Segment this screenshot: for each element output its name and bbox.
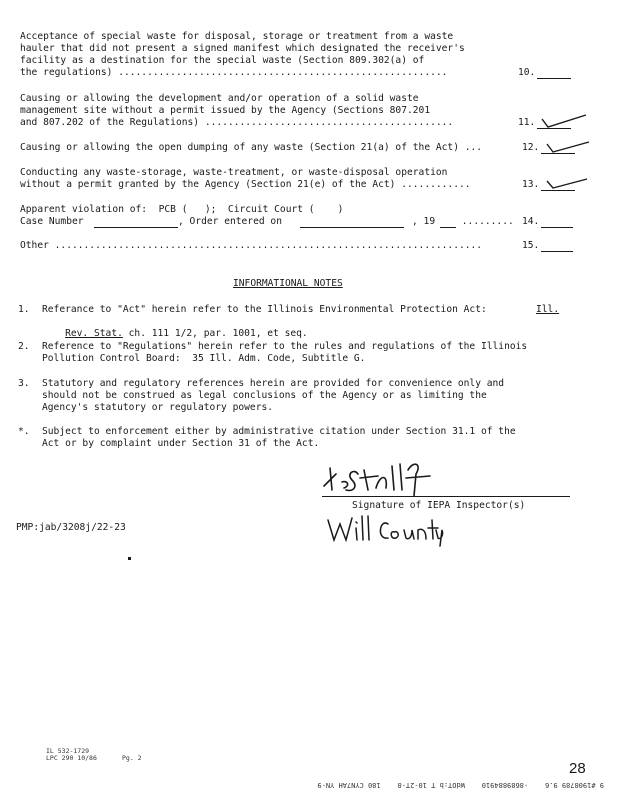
item-12-line-1: Causing or allowing the open dumping of any waste (Section 21(a) of the Act) ...: [20, 142, 483, 153]
note-3-line-3: Agency's statutory or regulatory powers.: [42, 402, 274, 413]
item-11-checkmark-icon: [540, 113, 590, 131]
page-number: 28: [569, 760, 586, 777]
note-3-line-2: should not be construed as legal conclusions of the Agency or as limiting the: [42, 390, 487, 401]
other-label: Other ..........................................................................: [20, 240, 483, 251]
note-4-line-1: Subject to enforcement either by administrative citation under Section 31.1 of the: [42, 426, 516, 437]
item-14-number: 14.: [522, 216, 540, 227]
year-prefix: , 19: [412, 216, 436, 227]
note-2-marker: 2.: [18, 341, 30, 352]
signature-label: Signature of IEPA Inspector(s): [352, 500, 526, 511]
order-date-blank[interactable]: [300, 227, 404, 228]
item-10-line-4: the regulations) .........................................................: [20, 67, 448, 78]
note-2-line-1: Reference to "Regulations" herein refer to the rules and regulations of the Illinois: [42, 341, 528, 352]
page-label: Pg. 2: [122, 754, 142, 762]
note-1-citation-rev-stat: Rev. Stat.: [65, 327, 123, 339]
item-11-line-1: Causing or allowing the development and/or operation of a solid waste: [20, 93, 419, 104]
note-2-line-2: Pollution Control Board: 35 Ill. Adm. Code, Subtitle G.: [42, 353, 366, 364]
item-13-line-2: without a permit granted by the Agency (Section 21(e) of the Act) ............: [20, 179, 471, 190]
item-11-number: 11.: [518, 117, 536, 128]
apparent-violation-line: Apparent violation of: PCB ( ); Circuit Court ( ): [20, 204, 344, 215]
item-10-number: 10.: [518, 67, 536, 78]
item-15-number: 15.: [522, 240, 540, 251]
form-code-line-1: IL 532-1729: [46, 747, 90, 755]
item-15-answer-blank[interactable]: [541, 251, 573, 252]
note-1-citation-ill: Ill.: [536, 304, 560, 315]
signature-line: [322, 496, 570, 497]
case-number-label: Case Number: [20, 216, 84, 227]
item-13-number: 13.: [522, 179, 540, 190]
stray-mark: [128, 557, 131, 560]
form-code-line-2: LPC 290 10/86: [46, 754, 97, 762]
item-10-line-1: Acceptance of special waste for disposal, storage or treatment from a waste: [20, 31, 454, 42]
item-13-checkmark-icon: [545, 174, 595, 192]
note-1-marker: 1.: [18, 304, 30, 315]
fax-header-mirrored: 9 #1908789 9.6 -8689884910 WdOT:b T 10-2T-8 180 CYN7AH YN-9: [317, 781, 604, 789]
note-3-marker: 3.: [18, 378, 30, 389]
item-10-answer-blank[interactable]: [537, 78, 571, 79]
item-14-answer-blank[interactable]: [541, 227, 573, 228]
item-10-line-3: facility as a destination for the special waste (Section 809.302(a) of: [20, 55, 425, 66]
note-1-line-1: Referance to "Act" herein refer to the Illinois Environmental Protection Act:: [42, 304, 487, 315]
year-blank[interactable]: [440, 227, 456, 228]
item-13-line-1: Conducting any waste-storage, waste-treatment, or waste-disposal operation: [20, 167, 448, 178]
note-4-marker: *.: [18, 426, 30, 437]
note-3-line-1: Statutory and regulatory references herein are provided for convenience only and: [42, 378, 505, 389]
informational-notes-heading: INFORMATIONAL NOTES: [233, 278, 343, 289]
note-4-line-2: Act or by complaint under Section 31 of the Act.: [42, 438, 320, 449]
handwritten-will-county: [326, 512, 446, 544]
item-11-line-2: management site without a permit issued by the Agency (Sections 807.201: [20, 105, 431, 116]
order-entered-label: , Order entered on: [178, 216, 282, 227]
typist-reference: PMP:jab/3208j/22-23: [16, 522, 126, 533]
item-11-line-3: and 807.202 of the Regulations) ...........................................: [20, 117, 454, 128]
item-12-number: 12.: [522, 142, 540, 153]
item-14-dots: .........: [456, 216, 514, 227]
item-12-checkmark-icon: [545, 138, 595, 156]
item-10-line-2: hauler that did not present a signed manifest which designated the receiver's: [20, 43, 465, 54]
note-1-line-2: ch. 111 1/2, par. 1001, et seq.: [122, 327, 308, 339]
case-number-blank[interactable]: [94, 227, 178, 228]
